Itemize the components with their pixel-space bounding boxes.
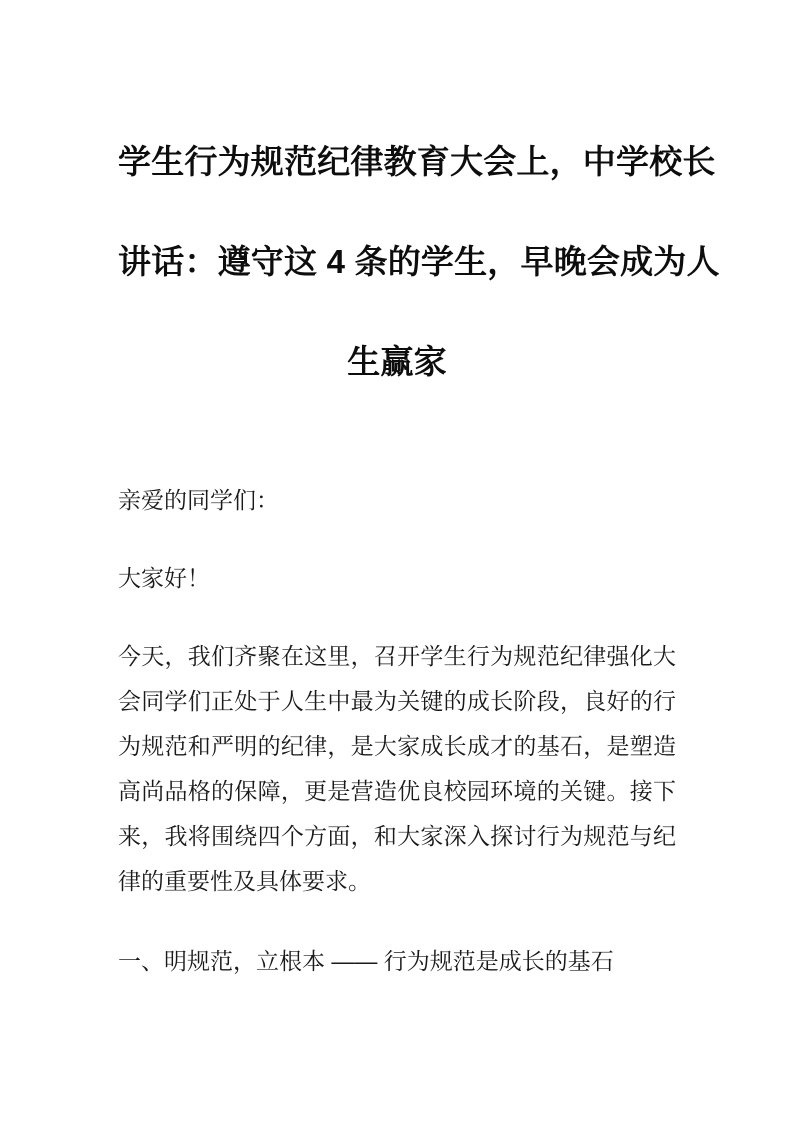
title-block xyxy=(118,112,720,412)
greeting-paragraph: 大家好！ xyxy=(118,565,210,591)
page-title-line-1: 学生行为规范纪律教育大会上，中学校长 xyxy=(118,143,716,180)
page-title-line-2: 讲话：遵守这 4 条的学生，早晚会成为人 xyxy=(118,243,720,280)
body-block xyxy=(118,478,676,984)
section-heading-1: 一、明规范，立根本 —— 行为规范是成长的基石 xyxy=(118,948,614,974)
salutation-paragraph: 亲爱的同学们： xyxy=(118,487,279,513)
page-title-line-3: 生赢家 xyxy=(347,343,447,380)
page-title xyxy=(118,112,720,412)
intro-paragraph: 今天，我们齐聚在这里，召开学生行为规范纪律强化大会同学们正处于人生中最为关键的成长阶段，良好的行为规范和严明的纪律，是大家成长成才的基石，是塑造高尚品格的保障，更是营造优良校园环境的关键。接下来，我将围绕四个方面，和大家深入探讨行为规范与纪律的重要性及具体要求。 xyxy=(118,643,676,894)
